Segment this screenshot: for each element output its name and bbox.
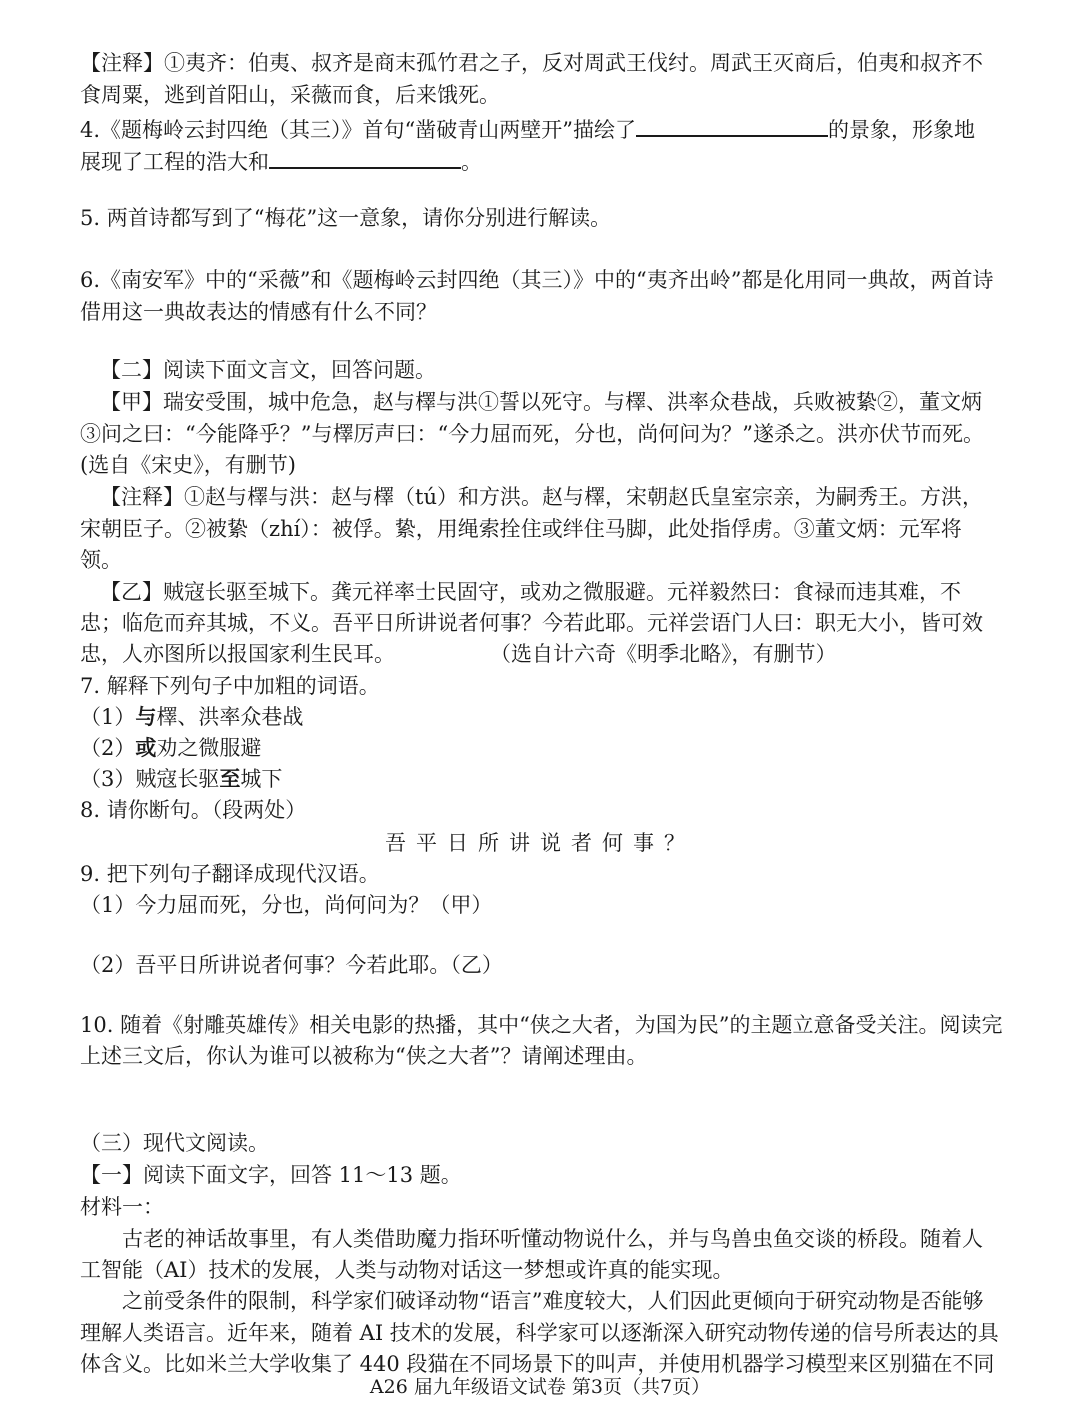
annotation-line-2: 宋朝臣子。②被絷（zhí）：被俘。絷，用绳索拴住或绊住马脚，此处指俘虏。③董文炳：元军将 bbox=[80, 517, 962, 541]
question-6-line-2: 借用这一典故表达的情感有什么不同？ bbox=[80, 300, 437, 324]
passage-p2-line-1: 之前受条件的限制，科学家们破译动物“语言”难度较大，人们因此更倾向于研究动物是否能够 bbox=[122, 1289, 984, 1313]
text-yi-line-1: 【乙】贼寇长驱至城下。龚元祥率士民固守，或劝之微服避。元祥毅然曰：食禄而违其难，不 bbox=[100, 580, 961, 604]
item-number: （1） bbox=[80, 705, 136, 729]
page-footer: A26 届九年级语文试卷 第3页（共7页） bbox=[369, 1376, 711, 1398]
question-7-item-3 bbox=[80, 764, 1020, 794]
question-9-stem: 9. 把下列句子翻译成现代汉语。 bbox=[80, 862, 380, 886]
item-text: （3）贼寇长驱 bbox=[80, 767, 220, 791]
text-yi-end: 忠，人亦图所以报国家利生民耳。 bbox=[80, 642, 395, 666]
question-10-line-2: 上述三文后，你认为谁可以被称为“侠之大者”？请阐述理由。 bbox=[80, 1044, 648, 1068]
question-5: 5. 两首诗都写到了“梅花”这一意象，请你分别进行解读。 bbox=[80, 206, 612, 230]
annotation-line-3: 领。 bbox=[80, 548, 122, 572]
question-4-text-c: 展现了工程的浩大和 bbox=[80, 150, 269, 174]
section-3-subheading: 【一】阅读下面文字，回答 11～13 题。 bbox=[80, 1163, 462, 1187]
passage-p2-line-3: 体含义。比如米兰大学收集了 440 段猫在不同场景下的叫声，并使用机器学习模型来区别猫在不同 bbox=[80, 1352, 995, 1376]
item-text: 劝之微服避 bbox=[156, 736, 262, 760]
text-jia-line-2: ③问之曰：“今能降乎？”与檡厉声曰：“今力屈而死，分也，尚何问为？”遂杀之。洪亦伏节而死。 bbox=[80, 422, 984, 446]
section-2-heading: 【二】阅读下面文言文，回答问题。 bbox=[100, 358, 436, 382]
note-line-1: 【注释】①夷齐：伯夷、叔齐是商末孤竹君之子，反对周武王伐纣。周武王灭商后，伯夷和叔齐不 bbox=[80, 51, 983, 75]
item-number: （2） bbox=[80, 736, 136, 760]
material-label: 材料一： bbox=[80, 1195, 164, 1219]
question-7-item-1 bbox=[80, 702, 1020, 732]
question-7-item-2 bbox=[80, 733, 1020, 763]
bold-word: 或 bbox=[135, 735, 157, 760]
text-yi-source: （选自计六奇《明季北略》，有删节） bbox=[490, 642, 837, 666]
question-8-sentence: 吾平日所讲说者何事？ bbox=[385, 831, 695, 855]
question-9-item-2: （2）吾平日所讲说者何事？今若此耶。（乙） bbox=[80, 953, 503, 977]
question-8-stem: 8. 请你断句。（段两处） bbox=[80, 798, 307, 822]
question-7-stem: 7. 解释下列句子中加粗的词语。 bbox=[80, 674, 380, 698]
item-text: 城下 bbox=[240, 767, 283, 791]
item-text: 檡、洪率众巷战 bbox=[156, 705, 304, 729]
note-line-2: 食周粟，逃到首阳山，采薇而食，后来饿死。 bbox=[80, 83, 500, 107]
passage-p1-line-1: 古老的神话故事里，有人类借助魔力指环听懂动物说什么，并与鸟兽虫鱼交谈的桥段。随着人 bbox=[122, 1227, 983, 1251]
annotation-line-1: 【注释】①赵与檡与洪：赵与檡（tú）和方洪。赵与檡，宋朝赵氏皇室宗亲，为嗣秀王。方洪， bbox=[100, 485, 983, 509]
passage-p1-line-2: 工智能（AI）技术的发展，人类与动物对话这一梦想或许真的能实现。 bbox=[80, 1258, 734, 1282]
question-4-line-1 bbox=[80, 113, 1020, 145]
bold-word: 与 bbox=[135, 704, 157, 729]
question-4-text-d: 。 bbox=[461, 150, 482, 174]
bold-word: 至 bbox=[219, 766, 241, 791]
text-yi-line-2: 忠；临危而弃其城，不义。吾平日所讲说者何事？今若此耶。元祥尝语门人曰：职无大小，皆可效 bbox=[80, 611, 983, 635]
section-3-heading: （三）现代文阅读。 bbox=[80, 1131, 269, 1155]
answer-blank-1[interactable] bbox=[636, 113, 828, 137]
text-jia-line-1: 【甲】瑞安受围，城中危急，赵与檡与洪①誓以死守。与檡、洪率众巷战，兵败被絷②，董文炳 bbox=[100, 390, 982, 414]
answer-blank-2[interactable] bbox=[269, 145, 461, 169]
question-10-line-1: 10. 随着《射雕英雄传》相关电影的热播，其中“侠之大者，为国为民”的主题立意备受关注。阅读完 bbox=[80, 1013, 1003, 1037]
text-jia-source: (选自《宋史》，有删节) bbox=[80, 453, 296, 477]
question-4-line-2 bbox=[80, 145, 1020, 177]
question-4-text-a: 4.《题梅岭云封四绝（其三）》首句“凿破青山两壁开”描绘了 bbox=[80, 118, 637, 142]
text-yi-line-3 bbox=[80, 639, 1020, 669]
question-9-item-1: （1）今力屈而死，分也，尚何问为？（甲） bbox=[80, 893, 493, 917]
passage-p2-line-2: 理解人类语言。近年来，随着 AI 技术的发展，科学家可以逐渐深入研究动物传递的信号所表达的具 bbox=[80, 1321, 999, 1345]
question-6-line-1: 6.《南安军》中的“采薇”和《题梅岭云封四绝（其三）》中的“夷齐出岭”都是化用同一典故，两首诗 bbox=[80, 268, 994, 292]
question-4-text-b: 的景象，形象地 bbox=[828, 118, 976, 142]
